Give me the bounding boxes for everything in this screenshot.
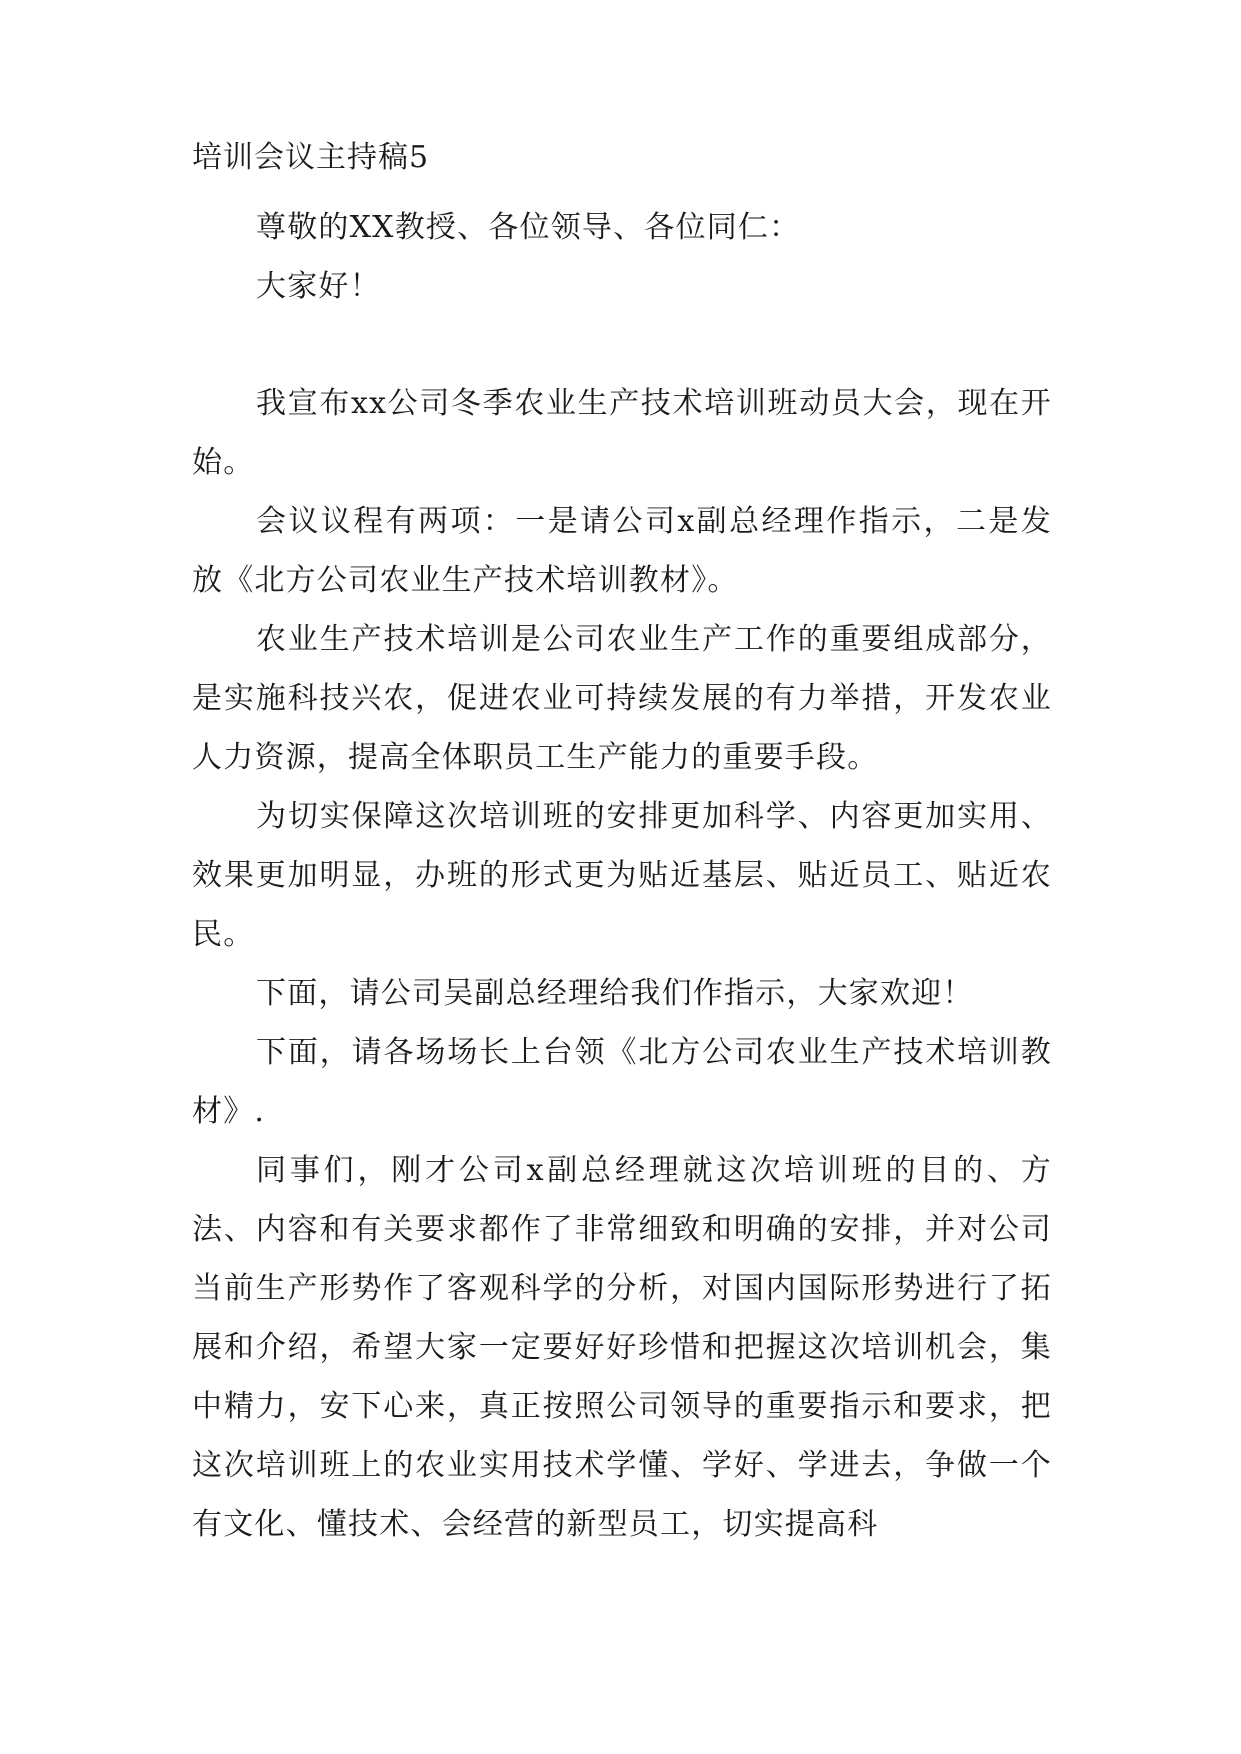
salutation: 尊敬的XX教授、各位领导、各位同仁： — [256, 210, 801, 245]
paragraph: 会议议程有两项：一是请公司x副总经理作指示，二是发放《北方公司农业生产技术培训教材》。 — [192, 504, 1052, 598]
paragraph: 为切实保障这次培训班的安排更加科学、内容更加实用、效果更加明显，办班的形式更为贴近基层、贴近员工、贴近农民。 — [192, 799, 1052, 952]
paragraph: 下面，请各场场长上台领《北方公司农业生产技术培训教材》. — [192, 1035, 1052, 1129]
paragraph: 同事们，刚才公司x副总经理就这次培训班的目的、方法、内容和有关要求都作了非常细致和明确的安排，并对公司当前生产形势作了客观科学的分析，对国内国际形势进行了拓展和介绍，希望大家一定要好好珍惜和把握这次培训机会，集中精力，安下心来，真正按照公司领导的重要指示和要求，把这次培训班上的农业实用技术学懂、学好、学进去，争做一个有文化、懂技术、会经营的新型员工，切实提高科 — [192, 1153, 1052, 1542]
blank-line — [192, 316, 1052, 374]
paragraph: 我宣布xx公司冬季农业生产技术培训班动员大会，现在开始。 — [192, 386, 1052, 480]
paragraph: 农业生产技术培训是公司农业生产工作的重要组成部分，是实施科技兴农，促进农业可持续发展的有力举措，开发农业人力资源，提高全体职员工生产能力的重要手段。 — [192, 622, 1052, 775]
document-title: 培训会议主持稿5 — [192, 140, 430, 175]
paragraph: 下面，请公司吴副总经理给我们作指示，大家欢迎！ — [256, 976, 974, 1011]
document-body — [192, 140, 1052, 1554]
greeting: 大家好！ — [256, 269, 381, 304]
